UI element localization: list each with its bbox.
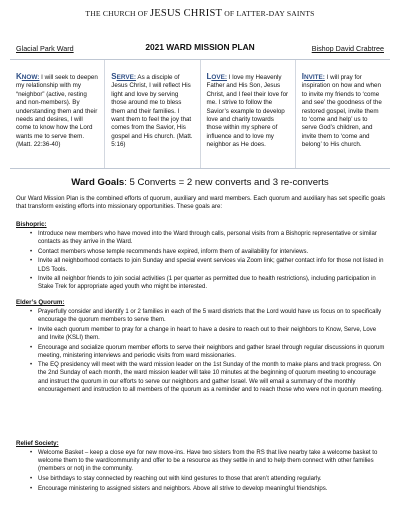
list-item-text: Invite all neighborhood contacts to join Sunday and special event services via Zoom link; gather contact info for those not listed in LDS Tools. <box>38 258 384 273</box>
ward-name: Glacial Park Ward <box>16 44 74 53</box>
list-item <box>30 308 386 324</box>
pillar-text: I will seek to deepen my relationship with my “neighbor” (active, resting and non-members). By understanding them and their needs and desires, I will come to know how the Lord wants me to serve them. (Matt. 22:36-40) <box>16 74 98 149</box>
list-item <box>30 449 386 473</box>
intro-paragraph: Our Ward Mission Plan is the combined efforts of quorum, auxiliary and ward members. Each quorum and auxiliary has set specific goals that transform existing efforts into missionary opportunities. These goals are: <box>16 195 386 211</box>
bullet-icon: • <box>30 344 33 351</box>
bullet-icon: • <box>30 362 33 369</box>
church-name <box>0 8 400 19</box>
bullet-icon: • <box>30 276 33 283</box>
bullet-icon: • <box>30 248 33 255</box>
bullet-icon: • <box>30 475 33 482</box>
list-item-text: Use birthdays to stay connected by reaching out with kind gestures to those that aren’t attending regularly. <box>38 475 322 482</box>
pillar-initial: K <box>16 72 22 81</box>
pillar-text: I will pray for inspiration on how and when to invite my friends to ‘come and see’ the goodness of the restored gospel, invite them to ‘come and help’ us to serve God’s children, and invite them to ‘come and belong’ to His church. <box>301 74 382 149</box>
list-item-text: Encourage and socialize quorum member efforts to serve their neighbors and gather Israel through regular discussions in quorum meeting, ministering interviews and periodic visits from ward missionaries. <box>38 344 385 359</box>
bullet-icon: • <box>30 309 33 315</box>
list-item <box>30 248 386 256</box>
church-name-post: OF LATTER-DAY SAINTS <box>224 9 315 18</box>
list-item <box>30 485 386 493</box>
list-item-text: Introduce new members who have moved into the Ward through calls, personal visits from a Bishopric representative or similar contacts as they arrive in the Ward. <box>38 231 377 246</box>
list-item <box>30 344 386 360</box>
ward-goals-label: Ward Goals <box>71 177 125 188</box>
pillar-text: I love my Heavenly Father and His Son, Jesus Christ, and I feel their love for me. I strive to follow the Savior’s example to develop love and charity towards those within my sphere of influence and to love my neighbor as He does. <box>206 74 289 149</box>
list-item-text: Contact members whose temple recommends have expired, inform them of availability for interviews. <box>38 248 309 255</box>
section-heading-relief-society: Relief Society: <box>16 440 59 447</box>
pillar-serve <box>104 60 199 168</box>
list-item-text: Welcome Basket – keep a close eye for new move-ins. Have two sisters from the RS that live nearby take a welcome basket to welcome them to the ward/community and offer to be a resource as they settle in and to help them connect with other families (members or not) in the community. <box>38 450 378 473</box>
pillar-initial: L <box>206 72 212 81</box>
section-heading-bishopric: Bishopric: <box>16 221 47 228</box>
pillar-know <box>10 60 104 168</box>
bishop-name: Bishop David Crabtree <box>311 44 384 53</box>
church-name-pre: THE CHURCH OF <box>85 9 148 18</box>
relief-society-list <box>30 449 386 494</box>
pillar-keyword: OVE: <box>211 74 228 81</box>
bullet-icon: • <box>30 231 33 237</box>
ksli-columns <box>10 59 390 169</box>
bullet-icon: • <box>30 326 33 333</box>
pillar-text: As a disciple of Jesus Christ, I will reflect His light and love by serving those around me to bless them and their families. I want them to feel the joy that comes from the Savior, His gospel and His church. (Matt. 5:16) <box>111 74 193 149</box>
pillar-invite <box>295 60 390 168</box>
pillar-keyword: NOW: <box>21 74 40 81</box>
list-item <box>30 275 386 291</box>
list-item-text: Invite each quorum member to pray for a change in heart to have a desire to reach out to their neighbors to Know, Serve, Love and Invite (KSLI) them. <box>38 326 377 341</box>
list-item-text: Encourage ministering to assigned sisters and neighbors. Above all strive to develop meaningful friendships. <box>38 485 328 492</box>
pillar-keyword: NVITE: <box>303 74 325 81</box>
section-heading-elders-quorum: Elder’s Quorum: <box>16 299 65 306</box>
document-title: 2021 WARD MISSION PLAN <box>145 42 255 52</box>
pillar-love <box>200 60 295 168</box>
list-item <box>30 230 386 246</box>
list-item <box>30 326 386 342</box>
list-item <box>30 257 386 273</box>
church-name-main: JESUS CHRIST <box>150 8 223 19</box>
list-item <box>30 475 386 483</box>
bishopric-list <box>30 230 386 293</box>
bullet-icon: • <box>30 258 33 265</box>
list-item-text: The EQ presidency will meet with the ward mission leader on the 1st Sunday of the month to make plans and track progress. On the 2nd Sunday of each month, the ward mission leader will take 10 minutes at the beginning of quorum meeting to encourage and instruct the quorum in our efforts to serve our neighbors and gather Israel. We will email a summary of the monthly encouragement and instruction to all members of the quorum as a reminder and to reach those who were not in quorum meeting. <box>38 362 383 393</box>
bullet-icon: • <box>30 450 33 456</box>
pillar-initial: S <box>111 72 117 81</box>
elders-quorum-list <box>30 308 386 395</box>
list-item-text: Invite all neighbor friends to join social activities (1 per quarter as permitted due to health restrictions), including participation in Stake Trek for appropriate aged youth who might be interested. <box>38 276 376 291</box>
pillar-keyword: ERVE: <box>116 74 137 81</box>
pillar-initial: I <box>301 72 304 81</box>
ward-goals-text: : 5 Converts = 2 new converts and 3 re-converts <box>124 177 329 188</box>
list-item-text: Prayerfully consider and identify 1 or 2 families in each of the 5 ward districts that the Lord would have us focus on to specifically encourage the quorum members to serve them. <box>38 309 382 324</box>
list-item <box>30 361 386 393</box>
ward-goals <box>0 177 400 188</box>
bullet-icon: • <box>30 485 33 492</box>
